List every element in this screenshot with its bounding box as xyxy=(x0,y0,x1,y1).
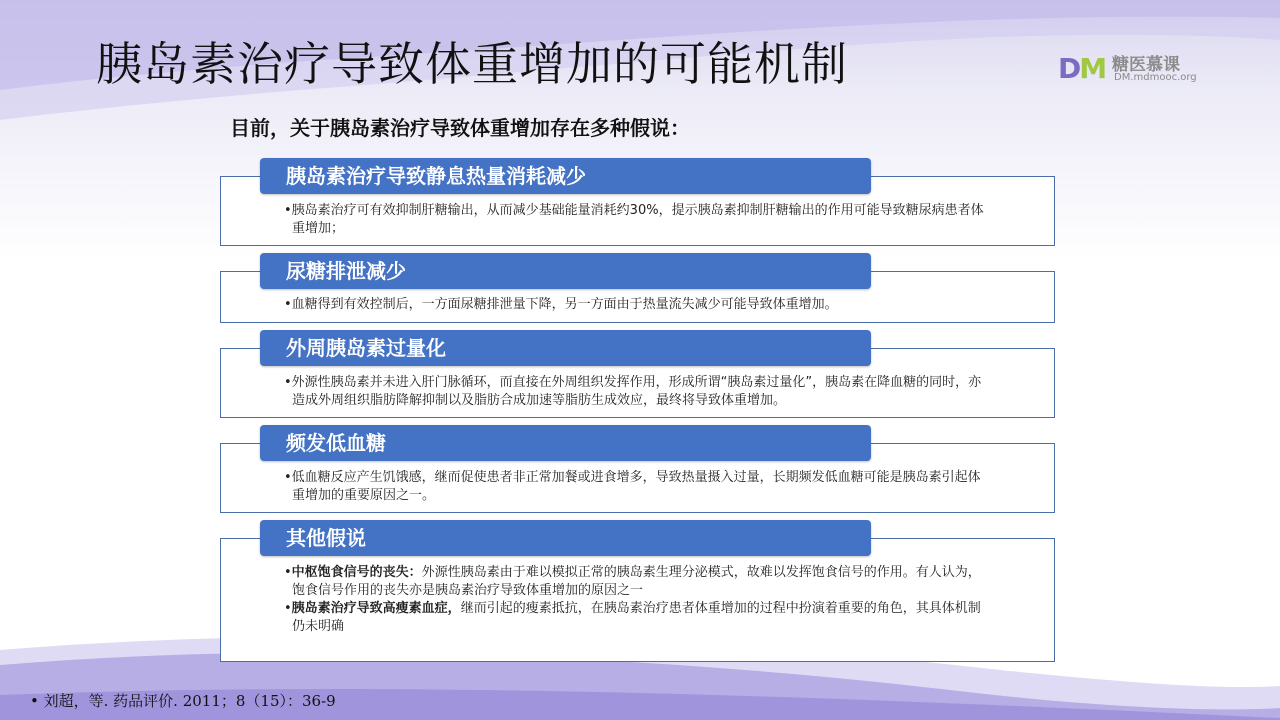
bullet-item: •低血糖反应产生饥饿感，继而促使患者非正常加餐或进食增多，导致热量摄入过量，长期频发低血糖可能是胰岛素引起体重增加的重要原因之一。 xyxy=(284,470,981,503)
bullet-item: •胰岛素治疗导致高瘦素血症，继而引起的瘦素抵抗，在胰岛素治疗患者体重增加的过程中扮演着重要的角色，其具体机制仍未明确 xyxy=(284,601,981,634)
bullet-item: •胰岛素治疗可有效抑制肝糖输出，从而减少基础能量消耗约30%，提示胰岛素抑制肝糖输出的作用可能导致糖尿病患者体重增加； xyxy=(284,203,984,236)
section-urine-glucose xyxy=(220,253,1055,323)
section-heading: 其他假说 xyxy=(260,520,871,556)
section-hypoglycemia xyxy=(220,425,1055,513)
bullet-item: •血糖得到有效控制后，一方面尿糖排泄量下降，另一方面由于热量流失减少可能导致体重增加。 xyxy=(284,297,838,312)
section-heading: 外周胰岛素过量化 xyxy=(260,330,871,366)
section-heading: 胰岛素治疗导致静息热量消耗减少 xyxy=(260,158,871,194)
page-title: 胰岛素治疗导致体重增加的可能机制 xyxy=(96,37,848,91)
section-heading: 频发低血糖 xyxy=(260,425,871,461)
bullet-item: •外源性胰岛素并未进入肝门脉循环，而直接在外周组织发挥作用，形成所谓“胰岛素过量化”，胰岛素在降血糖的同时，亦造成外周组织脂肪降解抑制以及脂肪合成加速等脂肪生成效应，最终将导致体重增加。 xyxy=(284,375,982,408)
section-body xyxy=(284,469,984,505)
logo-url: DM.mdmooc.org xyxy=(1114,72,1197,83)
bullet-item: •中枢饱食信号的丧失：外源性胰岛素由于难以模拟正常的胰岛素生理分泌模式，故难以发挥饱食信号的作用。有人认为，饱食信号作用的丧失亦是胰岛素治疗导致体重增加的原因之一 xyxy=(284,565,981,598)
section-body xyxy=(284,374,984,410)
reference-citation: • 刘超，等. 药品评价. 2011；8（15）：36-9 xyxy=(30,692,336,710)
section-body xyxy=(284,564,984,636)
brand-logo xyxy=(1058,52,1208,92)
section-body xyxy=(284,296,984,314)
logo-mark: DM xyxy=(1058,52,1106,85)
intro-text: 目前，关于胰岛素治疗导致体重增加存在多种假说： xyxy=(230,116,690,140)
section-peripheral-insulin xyxy=(220,330,1055,418)
logo-name: 糖医慕课 xyxy=(1112,55,1180,75)
section-other-hypotheses xyxy=(220,520,1055,662)
section-body xyxy=(284,202,984,238)
section-heading: 尿糖排泄减少 xyxy=(260,253,871,289)
section-resting-energy xyxy=(220,158,1055,246)
